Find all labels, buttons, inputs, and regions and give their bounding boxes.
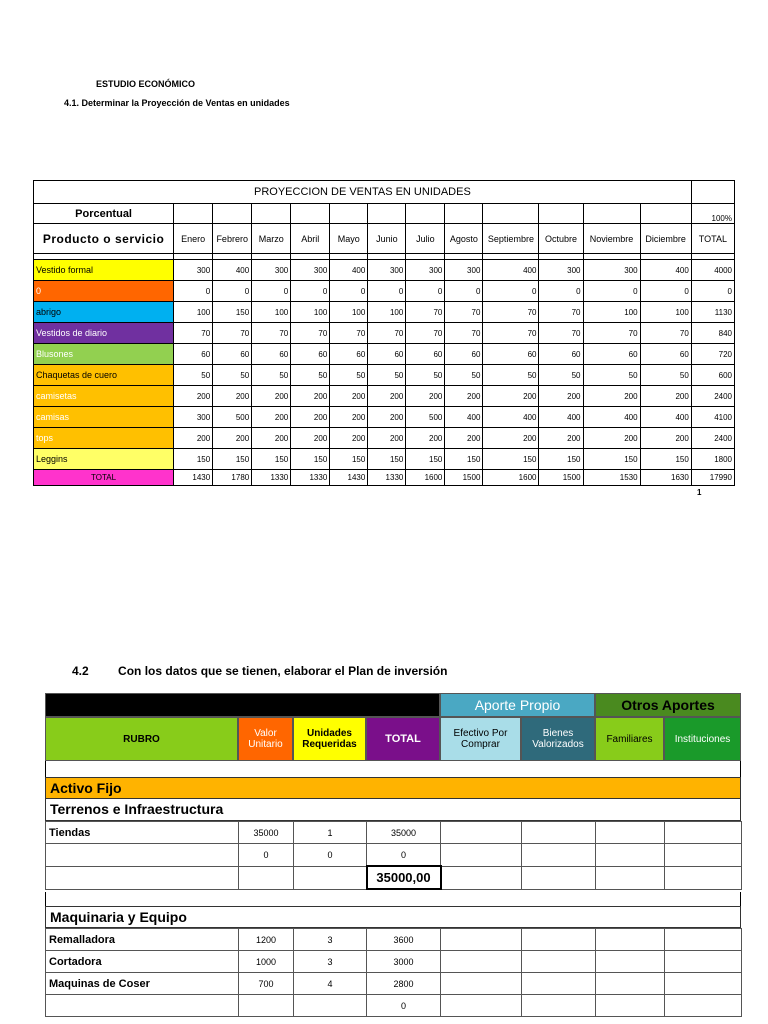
month-header: Agosto	[445, 224, 483, 254]
empty-cell	[406, 204, 445, 224]
section-title: Con los datos que se tienen, elaborar el Plan de inversión	[118, 664, 448, 678]
value-cell: 200	[291, 386, 330, 407]
product-row	[34, 386, 735, 407]
month-header: TOTAL	[691, 224, 734, 254]
subtotal-value: 35000,00	[367, 866, 441, 889]
right-border	[740, 761, 741, 777]
value-cell: 60	[368, 344, 406, 365]
month-header: Mayo	[330, 224, 368, 254]
total-cell: 1530	[583, 470, 640, 486]
left-border	[45, 892, 46, 906]
projection-title: PROYECCION DE VENTAS EN UNIDADES	[34, 181, 692, 204]
value-cell: 70	[291, 323, 330, 344]
value-cell: 400	[583, 407, 640, 428]
empty-cell	[665, 951, 742, 973]
total-cell: 1600	[483, 470, 539, 486]
item-total: 35000	[367, 822, 441, 844]
quantity: 4	[294, 973, 367, 995]
value-cell: 150	[406, 449, 445, 470]
empty-cell	[330, 204, 368, 224]
value-cell: 400	[330, 260, 368, 281]
value-cell: 70	[174, 323, 213, 344]
familiares-header: Familiares	[595, 717, 664, 761]
value-cell: 1800	[691, 449, 734, 470]
month-header: Septiembre	[483, 224, 539, 254]
value-cell: 150	[330, 449, 368, 470]
value-cell: 300	[583, 260, 640, 281]
porcentual-row	[34, 204, 735, 224]
value-cell: 2400	[691, 386, 734, 407]
quantity: 1	[294, 822, 367, 844]
empty-cell	[596, 822, 665, 844]
unit-value	[239, 995, 294, 1017]
month-header: Febrero	[213, 224, 252, 254]
value-cell: 100	[174, 302, 213, 323]
value-cell: 840	[691, 323, 734, 344]
item-name: Remalladora	[46, 929, 239, 951]
empty-cell	[665, 973, 742, 995]
item-name: Maquinas de Coser	[46, 973, 239, 995]
total-header: TOTAL	[366, 717, 440, 761]
value-cell: 60	[445, 344, 483, 365]
value-cell: 150	[213, 449, 252, 470]
quantity: 3	[294, 929, 367, 951]
value-cell: 100	[252, 302, 291, 323]
month-header: Octubre	[539, 224, 583, 254]
empty-cell	[441, 866, 522, 889]
value-cell: 300	[445, 260, 483, 281]
value-cell: 150	[583, 449, 640, 470]
value-cell: 60	[330, 344, 368, 365]
percent-total: 100%	[691, 204, 734, 224]
value-cell: 400	[483, 407, 539, 428]
empty-cell	[522, 973, 596, 995]
product-name: camisas	[34, 407, 174, 428]
empty-cell	[691, 181, 734, 204]
empty-cell	[239, 866, 294, 889]
month-header: Marzo	[252, 224, 291, 254]
value-cell: 60	[406, 344, 445, 365]
sales-projection-heading: 4.1. Determinar la Proyección de Ventas en unidades	[64, 98, 290, 108]
value-cell: 200	[368, 407, 406, 428]
value-cell: 100	[330, 302, 368, 323]
unit-value: 1000	[239, 951, 294, 973]
item-name	[46, 844, 239, 867]
value-cell: 150	[539, 449, 583, 470]
value-cell: 200	[640, 428, 691, 449]
value-cell: 150	[291, 449, 330, 470]
section-number: 4.2	[72, 664, 89, 678]
investment-plan-heading	[72, 664, 447, 678]
item-total: 3000	[367, 951, 441, 973]
value-cell: 100	[291, 302, 330, 323]
value-cell: 70	[445, 323, 483, 344]
value-cell: 0	[291, 281, 330, 302]
value-cell: 300	[252, 260, 291, 281]
empty-cell	[252, 204, 291, 224]
value-cell: 60	[539, 344, 583, 365]
quantity: 0	[294, 844, 367, 867]
value-cell: 200	[445, 428, 483, 449]
product-name: Leggins	[34, 449, 174, 470]
value-cell: 0	[213, 281, 252, 302]
value-cell: 0	[174, 281, 213, 302]
terrenos-rows	[46, 822, 742, 890]
value-cell: 400	[640, 260, 691, 281]
value-cell: 150	[445, 449, 483, 470]
empty-cell	[596, 866, 665, 889]
empty-cell	[640, 204, 691, 224]
item-row	[46, 844, 742, 867]
value-cell: 70	[539, 323, 583, 344]
value-cell: 200	[483, 428, 539, 449]
product-row	[34, 260, 735, 281]
value-cell: 70	[252, 323, 291, 344]
value-cell: 50	[213, 365, 252, 386]
value-cell: 0	[330, 281, 368, 302]
month-header: Enero	[174, 224, 213, 254]
empty-cell	[522, 844, 596, 867]
value-cell: 50	[539, 365, 583, 386]
empty-cell	[441, 995, 522, 1017]
value-cell: 300	[174, 260, 213, 281]
value-cell: 70	[483, 323, 539, 344]
total-cell: 1500	[539, 470, 583, 486]
otros-aportes-header: Otros Aportes	[595, 693, 741, 717]
porcentual-label: Porcentual	[34, 204, 174, 224]
value-cell: 150	[213, 302, 252, 323]
instituciones-header: Instituciones	[664, 717, 741, 761]
terrenos-table	[45, 821, 742, 890]
value-cell: 70	[368, 323, 406, 344]
value-cell: 100	[583, 302, 640, 323]
total-label: TOTAL	[34, 470, 174, 486]
product-name: abrigo	[34, 302, 174, 323]
empty-cell	[441, 929, 522, 951]
value-cell: 0	[406, 281, 445, 302]
total-cell: 1500	[445, 470, 483, 486]
value-cell: 70	[445, 302, 483, 323]
product-name: Chaquetas de cuero	[34, 365, 174, 386]
value-cell: 200	[330, 386, 368, 407]
value-cell: 70	[583, 323, 640, 344]
value-cell: 0	[539, 281, 583, 302]
value-cell: 200	[174, 428, 213, 449]
month-header: Junio	[368, 224, 406, 254]
empty-cell	[665, 822, 742, 844]
terrenos-section: Terrenos e Infraestructura	[45, 799, 741, 821]
item-name	[46, 995, 239, 1017]
value-cell: 400	[445, 407, 483, 428]
value-cell: 1130	[691, 302, 734, 323]
empty-cell	[441, 951, 522, 973]
empty-cell	[522, 951, 596, 973]
empty-cell	[522, 995, 596, 1017]
maquinaria-table	[45, 928, 742, 1017]
value-cell: 70	[406, 302, 445, 323]
item-name: Cortadora	[46, 951, 239, 973]
activo-fijo-section: Activo Fijo	[45, 777, 741, 799]
value-cell: 50	[330, 365, 368, 386]
item-total: 0	[367, 995, 441, 1017]
value-cell: 500	[406, 407, 445, 428]
empty-cell	[539, 204, 583, 224]
product-row	[34, 344, 735, 365]
value-cell: 720	[691, 344, 734, 365]
empty-cell	[368, 204, 406, 224]
value-cell: 0	[445, 281, 483, 302]
value-cell: 200	[445, 386, 483, 407]
value-cell: 200	[291, 407, 330, 428]
value-cell: 50	[252, 365, 291, 386]
value-cell: 200	[252, 386, 291, 407]
valor-unitario-header: Valor Unitario	[238, 717, 293, 761]
value-cell: 60	[213, 344, 252, 365]
product-row	[34, 323, 735, 344]
aporte-propio-header: Aporte Propio	[440, 693, 595, 717]
total-cell: 1630	[640, 470, 691, 486]
item-total: 0	[367, 844, 441, 867]
sales-projection-body	[34, 181, 735, 486]
month-header: Diciembre	[640, 224, 691, 254]
empty-cell	[294, 866, 367, 889]
value-cell: 200	[330, 428, 368, 449]
value-cell: 150	[483, 449, 539, 470]
total-cell: 1600	[406, 470, 445, 486]
value-cell: 200	[252, 407, 291, 428]
empty-cell	[441, 973, 522, 995]
empty-cell	[291, 204, 330, 224]
item-row	[46, 929, 742, 951]
total-row	[34, 470, 735, 486]
value-cell: 0	[483, 281, 539, 302]
value-cell: 200	[368, 386, 406, 407]
total-cell: 1430	[174, 470, 213, 486]
product-row	[34, 365, 735, 386]
empty-cell	[522, 929, 596, 951]
value-cell: 200	[213, 386, 252, 407]
value-cell: 60	[174, 344, 213, 365]
quantity: 3	[294, 951, 367, 973]
item-total: 3600	[367, 929, 441, 951]
total-cell: 1780	[213, 470, 252, 486]
value-cell: 200	[174, 386, 213, 407]
value-cell: 150	[368, 449, 406, 470]
value-cell: 200	[406, 386, 445, 407]
value-cell: 300	[291, 260, 330, 281]
value-cell: 600	[691, 365, 734, 386]
value-cell: 0	[252, 281, 291, 302]
value-cell: 0	[691, 281, 734, 302]
unit-value: 0	[239, 844, 294, 867]
value-cell: 70	[406, 323, 445, 344]
month-header-row	[34, 224, 735, 254]
value-cell: 200	[368, 428, 406, 449]
value-cell: 4000	[691, 260, 734, 281]
empty-cell	[665, 844, 742, 867]
value-cell: 150	[174, 449, 213, 470]
header-black-bar	[45, 693, 440, 717]
unidades-header: Unidades Requeridas	[293, 717, 366, 761]
value-cell: 60	[640, 344, 691, 365]
value-cell: 200	[539, 386, 583, 407]
value-cell: 50	[583, 365, 640, 386]
empty-cell	[665, 995, 742, 1017]
efectivo-header: Efectivo Por Comprar	[440, 717, 521, 761]
unit-value: 700	[239, 973, 294, 995]
value-cell: 200	[483, 386, 539, 407]
item-total: 2800	[367, 973, 441, 995]
value-cell: 200	[252, 428, 291, 449]
unit-value: 1200	[239, 929, 294, 951]
empty-cell	[441, 844, 522, 867]
empty-cell	[174, 204, 213, 224]
value-cell: 2400	[691, 428, 734, 449]
total-cell: 1430	[330, 470, 368, 486]
empty-cell	[213, 204, 252, 224]
item-row	[46, 995, 742, 1017]
value-cell: 300	[368, 260, 406, 281]
value-cell: 50	[445, 365, 483, 386]
value-cell: 4100	[691, 407, 734, 428]
value-cell: 70	[213, 323, 252, 344]
product-name: camisetas	[34, 386, 174, 407]
empty-cell	[522, 866, 596, 889]
value-cell: 70	[539, 302, 583, 323]
value-cell: 70	[483, 302, 539, 323]
value-cell: 200	[640, 386, 691, 407]
total-cell: 1330	[291, 470, 330, 486]
value-cell: 60	[483, 344, 539, 365]
plan-header	[45, 693, 741, 763]
subtotal-row	[46, 866, 742, 889]
sales-projection-table	[33, 180, 735, 486]
product-row	[34, 449, 735, 470]
value-cell: 60	[291, 344, 330, 365]
empty-cell	[665, 866, 742, 889]
month-header: Noviembre	[583, 224, 640, 254]
empty-cell	[596, 951, 665, 973]
value-cell: 400	[539, 407, 583, 428]
item-row	[46, 951, 742, 973]
value-cell: 200	[291, 428, 330, 449]
product-row	[34, 281, 735, 302]
value-cell: 60	[583, 344, 640, 365]
total-cell: 1330	[252, 470, 291, 486]
empty-cell	[441, 822, 522, 844]
quantity	[294, 995, 367, 1017]
page-number: 1	[697, 488, 702, 497]
value-cell: 400	[640, 407, 691, 428]
value-cell: 70	[330, 323, 368, 344]
study-heading: ESTUDIO ECONÓMICO	[96, 79, 196, 89]
value-cell: 200	[583, 428, 640, 449]
producto-label: Producto o servicio	[34, 224, 174, 254]
value-cell: 400	[483, 260, 539, 281]
value-cell: 300	[174, 407, 213, 428]
product-name: Blusones	[34, 344, 174, 365]
product-row	[34, 407, 735, 428]
product-name: 0	[34, 281, 174, 302]
maquinaria-rows	[46, 929, 742, 1017]
item-name: Tiendas	[46, 822, 239, 844]
value-cell: 150	[640, 449, 691, 470]
empty-cell	[596, 929, 665, 951]
month-header: Abril	[291, 224, 330, 254]
empty-cell	[522, 822, 596, 844]
rubro-header: RUBRO	[45, 717, 238, 761]
value-cell: 300	[539, 260, 583, 281]
value-cell: 200	[406, 428, 445, 449]
right-border	[740, 892, 741, 906]
value-cell: 150	[252, 449, 291, 470]
value-cell: 100	[640, 302, 691, 323]
empty-cell	[596, 844, 665, 867]
value-cell: 50	[368, 365, 406, 386]
maquinaria-section: Maquinaria y Equipo	[45, 906, 741, 928]
item-row	[46, 822, 742, 844]
value-cell: 400	[213, 260, 252, 281]
value-cell: 50	[483, 365, 539, 386]
product-row	[34, 428, 735, 449]
empty-cell	[483, 204, 539, 224]
product-name: Vestido formal	[34, 260, 174, 281]
product-name: Vestidos de diario	[34, 323, 174, 344]
month-header: Julio	[406, 224, 445, 254]
total-cell: 1330	[368, 470, 406, 486]
value-cell: 50	[291, 365, 330, 386]
value-cell: 0	[583, 281, 640, 302]
value-cell: 300	[406, 260, 445, 281]
value-cell: 200	[330, 407, 368, 428]
value-cell: 50	[406, 365, 445, 386]
item-row	[46, 973, 742, 995]
bienes-header: Bienes Valorizados	[521, 717, 595, 761]
empty-cell	[665, 929, 742, 951]
empty-cell	[596, 995, 665, 1017]
value-cell: 200	[539, 428, 583, 449]
value-cell: 70	[640, 323, 691, 344]
value-cell: 60	[252, 344, 291, 365]
title-row	[34, 181, 735, 204]
value-cell: 500	[213, 407, 252, 428]
product-name: tops	[34, 428, 174, 449]
value-cell: 50	[640, 365, 691, 386]
value-cell: 100	[368, 302, 406, 323]
left-border	[45, 761, 46, 777]
value-cell: 0	[368, 281, 406, 302]
empty-cell	[46, 866, 239, 889]
empty-cell	[445, 204, 483, 224]
unit-value: 35000	[239, 822, 294, 844]
value-cell: 200	[583, 386, 640, 407]
empty-cell	[596, 973, 665, 995]
empty-cell	[583, 204, 640, 224]
product-row	[34, 302, 735, 323]
value-cell: 50	[174, 365, 213, 386]
value-cell: 200	[213, 428, 252, 449]
total-cell: 17990	[691, 470, 734, 486]
value-cell: 0	[640, 281, 691, 302]
